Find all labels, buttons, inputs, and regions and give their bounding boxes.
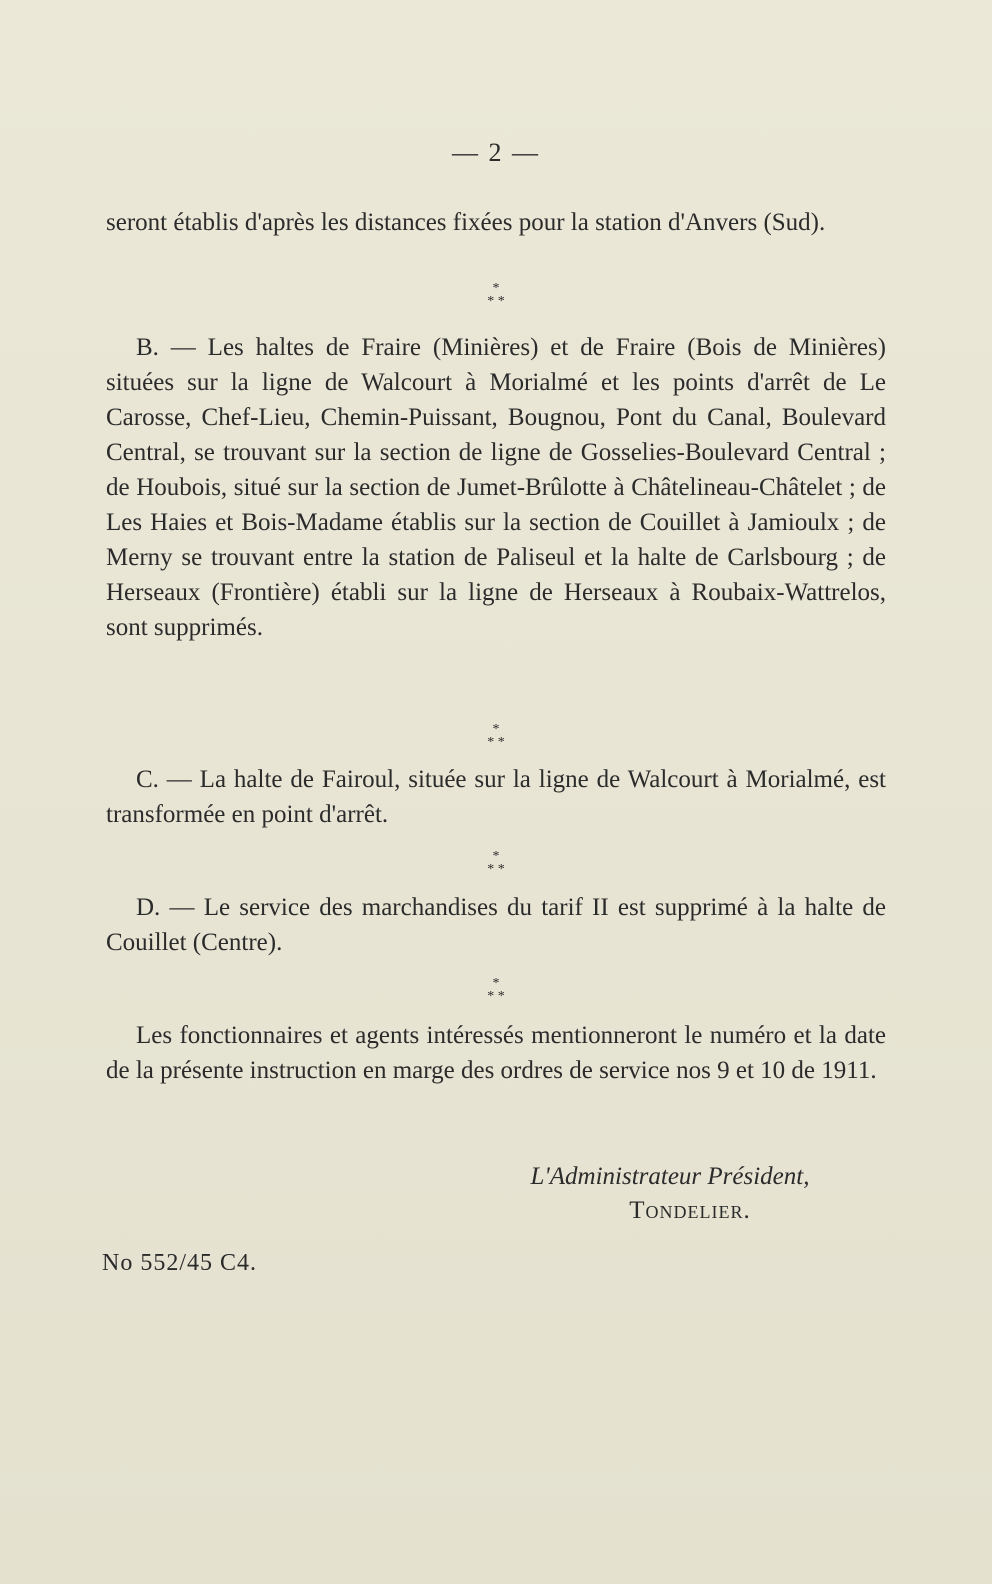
paragraph-c: C. — La halte de Fairoul, située sur la ligne de Walcourt à Morialmé, est transformée en point d'arrêt. bbox=[106, 766, 886, 828]
separator-top-star: * bbox=[492, 281, 500, 296]
separator-top-star: * bbox=[492, 722, 500, 737]
section-separator bbox=[0, 977, 992, 1003]
document-reference: No 552/45 C4. bbox=[102, 1250, 258, 1276]
signature-block bbox=[490, 1160, 850, 1228]
section-separator bbox=[0, 723, 992, 749]
separator-bottom-stars: * * bbox=[487, 294, 505, 309]
signatory-title: L'Administrateur Président, bbox=[530, 1163, 810, 1190]
separator-bottom-stars: * * bbox=[487, 735, 505, 750]
section-separator bbox=[0, 850, 992, 876]
separator-bottom-stars: * * bbox=[487, 862, 505, 877]
closing-paragraph: Les fonctionnaires et agents intéressés mentionneront le numéro et la date de la présente instruction en marge des ordres de service nos 9 et 10 de 1911. bbox=[106, 1022, 886, 1084]
separator-top-star: * bbox=[492, 849, 500, 864]
paragraph-b: B. — Les haltes de Fraire (Minières) et de Fraire (Bois de Minières) situées sur la ligne de Walcourt à Morialmé et les points d'arrêt de Le Carosse, Chef-Lieu, Chemin-Puissant, Bougnou, Pont du Canal, Boulevard Central, se trouvant sur la section de ligne de Gosselies-Boulevard Central ; de Houbois, situé sur la section de Jumet-Brûlotte à Châtelineau-Châtelet ; de Les Haies et Bois-Madame établis sur la section de Couillet à Jamioulx ; de Merny se trouvant entre la station de Paliseul et la halte de Carlsbourg ; de Herseaux (Frontière) établi sur la ligne de Herseaux à Roubaix-Wattrelos, sont supprimés. bbox=[106, 334, 886, 641]
intro-paragraph: seront établis d'après les distances fixées pour la station d'Anvers (Sud). bbox=[106, 209, 826, 236]
page-number: — 2 — bbox=[452, 138, 540, 167]
section-separator bbox=[0, 282, 992, 308]
signatory-name: Tondelier. bbox=[629, 1197, 751, 1224]
paragraph-d: D. — Le service des marchandises du tarif II est supprimé à la halte de Couillet (Centre). bbox=[106, 894, 886, 956]
separator-top-star: * bbox=[492, 976, 500, 991]
separator-bottom-stars: * * bbox=[487, 989, 505, 1004]
